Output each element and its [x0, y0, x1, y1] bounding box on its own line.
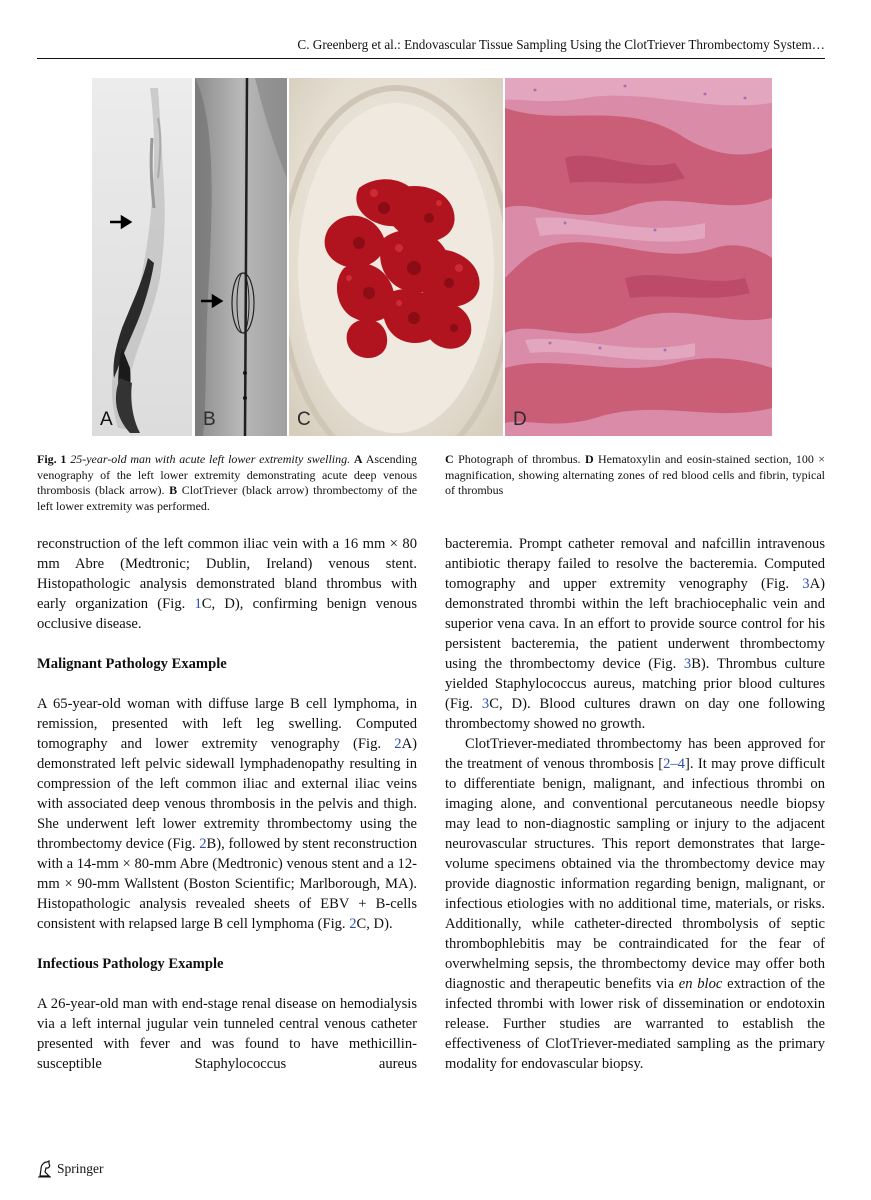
figure-link[interactable]: 3 — [481, 696, 490, 712]
panel-label-b: B — [203, 409, 216, 430]
figure-link[interactable]: 2 — [199, 836, 207, 852]
caption-a-text: Ascending venography of the left lower extremity demonstrating acute deep venous thrombosis (black arrow). — [37, 452, 418, 497]
caption-b-text: ClotTriever (black arrow) thrombectomy of the left lower extremity was performed. — [37, 483, 418, 513]
paragraph: A 26-year-old man with end-stage renal disease on hemodialysis via a left internal jugular vein tunneled central venous catheter presented with fever and was found to have methicillin-susceptible Staphylococcus aureus — [37, 996, 417, 1072]
figure-panel-b — [195, 78, 287, 436]
caption-d-label: D — [584, 452, 594, 466]
figure-link[interactable]: 3 — [802, 576, 810, 592]
right-column — [445, 534, 825, 1074]
figure-caption-right — [445, 452, 825, 499]
figure-caption-left — [37, 452, 417, 514]
paragraph: reconstruction of the left common iliac vein with a 16 mm × 80 mm Abre (Medtronic; Dublin, Ireland) venous stent. Histopathologic analysis demonstrated bland thrombus with early organization (Fig. 1C, D), confirming benign venous occlusive disease. — [37, 536, 417, 632]
figure-link[interactable]: 2 — [394, 736, 402, 752]
histology-image — [505, 78, 772, 436]
paragraph: ClotTriever-mediated thrombectomy has been approved for the treatment of venous thrombosis [2–4]. It may prove difficult to differentiate benign, malignant, and infectious thrombi on imaging alone, and conventional percutaneous needle biopsy may lead to non-diagnostic sampling or injury to the adjacent neurovascular structures. This report demonstrates that large-volume specimens obtained via the thrombectomy device may provide diagnostic information regarding benign, malignant, or infectious etiologies with no additional time, materials, or risks. Additionally, while catheter-directed thrombolysis of septic thrombophlebitis may be contraindicated for the fear of overwhelming sepsis, the thrombectomy device may offer both diagnostic and therapeutic benefits via en bloc extraction of the infected thrombi with lower risk of dissemination or endotoxin release. Further studies are warranted to establish the effectiveness of ClotTriever-mediated sampling as the primary modality for endovascular biopsy. — [445, 736, 826, 1072]
caption-c-label: C — [445, 452, 454, 466]
venography-image — [92, 78, 192, 436]
panel-label-a: A — [100, 409, 113, 430]
springer-horse-icon — [37, 1160, 53, 1178]
paragraph: bacteremia. Prompt catheter removal and nafcillin intravenous antibiotic therapy failed to resolve the bacteremia. Computed tomography and upper extremity venography (Fig. 3A) demonstrated thrombi within the left brachiocephalic vein and superior vena cava. In an effort to provide source control for his persistent bacteremia, the patient underwent thrombectomy using the thrombectomy device (Fig. 3B). Thrombus culture yielded Staphylococcus aureus, matching prior blood cultures (Fig. 3C, D). Blood cultures drawn on day one following thrombectomy showed no growth. — [445, 536, 826, 732]
panel-label-c: C — [297, 409, 311, 430]
figure-link[interactable]: 1 — [194, 596, 202, 612]
running-header: C. Greenberg et al.: Endovascular Tissue Sampling Using the ClotTriever Thrombectomy System… — [297, 37, 825, 52]
figure-1 — [92, 78, 772, 436]
figure-panel-d — [505, 78, 772, 436]
caption-d-text: Hematoxylin and eosin-stained section, 100 × magnification, showing alternating zones of red blood cells and fibrin, typical of thrombus — [445, 452, 826, 497]
caption-fig-label: Fig. 1 — [37, 452, 67, 466]
caption-title: 25-year-old man with acute left lower extremity swelling. — [70, 452, 351, 466]
paragraph: A 65-year-old woman with diffuse large B cell lymphoma, in remission, presented with left leg swelling. Computed tomography and lower extremity venography (Fig. 2A) demonstrated left pelvic sidewall lymphadenopathy resulting in compression of the left common iliac and external iliac veins with associated deep venous thrombosis in the pelvis and thigh. She underwent left lower extremity thrombectomy using the thrombectomy device (Fig. 2B), followed by stent reconstruction with a 14-mm × 80-mm Abre (Medtronic) venous stent and a 12-mm × 90-mm Wallstent (Boston Scientific; Marlborough, MA). Histopathologic analysis revealed sheets of EBV + B-cells consistent with relapsed large B cell lymphoma (Fig. 2C, D). — [37, 696, 417, 932]
caption-a-label: A — [353, 452, 363, 466]
fluoroscopy-image — [195, 78, 287, 436]
publisher-footer — [37, 1160, 104, 1178]
section-heading-infectious: Infectious Pathology Example — [37, 956, 224, 972]
panel-label-d: D — [513, 409, 527, 430]
left-column — [37, 534, 417, 1074]
figure-panel-a — [92, 78, 192, 436]
figure-link[interactable]: 3 — [683, 656, 692, 672]
section-heading-malignant: Malignant Pathology Example — [37, 656, 227, 672]
header-rule — [37, 58, 825, 59]
figure-link[interactable]: 2 — [349, 916, 357, 932]
publisher-name: Springer — [57, 1161, 104, 1176]
caption-b-label: B — [169, 483, 178, 497]
thrombus-photo — [289, 78, 503, 436]
reference-link[interactable]: 2–4 — [663, 756, 685, 772]
caption-c-text: Photograph of thrombus. — [458, 452, 581, 466]
figure-panel-c — [289, 78, 503, 436]
